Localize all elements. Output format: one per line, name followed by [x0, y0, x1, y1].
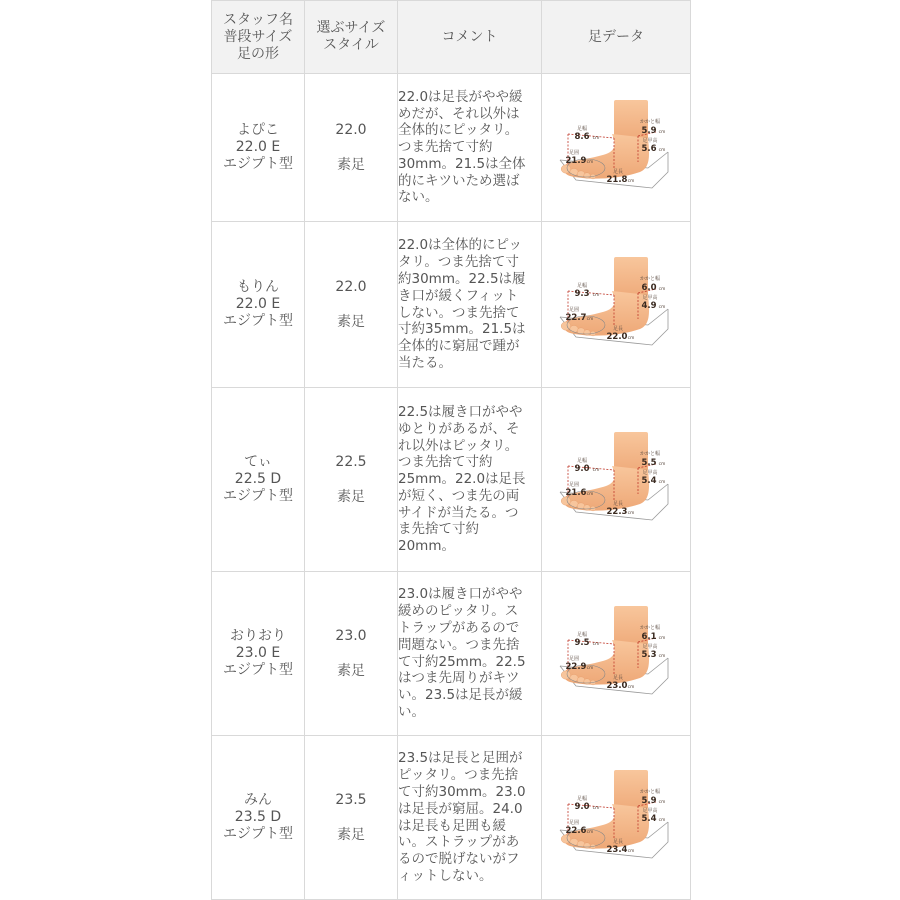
- header-size-line: スタイル: [323, 37, 379, 53]
- staff-usual: 22.0 E: [235, 139, 281, 155]
- comment-line: しない。つま先捨て: [398, 304, 520, 321]
- size-cell: [305, 736, 398, 900]
- foot-diagram: [556, 430, 676, 530]
- comment-line: 約30mm。22.5は履: [398, 270, 526, 287]
- girth-value: 22.7: [565, 312, 587, 323]
- comment-line: ピッタリ。つま先捨: [398, 767, 519, 784]
- header-size: [305, 1, 398, 74]
- unit-label: cm: [658, 286, 666, 292]
- comment-line: ない。: [398, 189, 439, 206]
- unit-label: cm: [592, 641, 600, 647]
- comment-line: 当たる。: [398, 354, 452, 371]
- comment-line: サイドが当たる。つ: [398, 504, 519, 521]
- header-staff-line: 普段サイズ: [223, 28, 293, 45]
- staff-usual: 23.0 E: [235, 645, 281, 661]
- heel-width-label: かかと幅: [639, 275, 661, 282]
- comment-line: つま先捨て寸約: [398, 139, 493, 156]
- foot-width-label: 足幅: [576, 631, 588, 638]
- comment-line: タリ。つま先捨て寸: [398, 254, 519, 271]
- comment-line: が短く、つま先の両: [398, 487, 520, 504]
- staff-cell: [212, 74, 305, 222]
- heel-width-label: かかと幅: [639, 118, 661, 125]
- comment-cell: [398, 388, 542, 572]
- unit-label: cm: [658, 147, 666, 153]
- size-cell: [305, 388, 398, 572]
- girth-label: 足囲: [568, 655, 580, 662]
- comment-line: れ以外はピッタリ。: [398, 437, 519, 454]
- unit-label: cm: [627, 848, 635, 854]
- unit-label: cm: [592, 467, 600, 473]
- foot-width-value: 9.0: [574, 801, 590, 812]
- comment-line: い。: [398, 703, 425, 720]
- heel-width-label: かかと幅: [639, 624, 661, 631]
- staff-shape: エジプト型: [223, 313, 293, 329]
- header-row: [212, 1, 691, 74]
- unit-label: cm: [658, 129, 666, 135]
- header-size-line: 選ぶサイズ: [316, 20, 386, 36]
- comment-line: い。23.5は足長が緩: [398, 687, 523, 704]
- staff-cell: [212, 222, 305, 388]
- staff-row: [212, 736, 691, 900]
- staff-cell: [212, 388, 305, 572]
- staff-usual: 22.5 D: [234, 471, 282, 487]
- comment-line: トラップがあるので: [398, 619, 520, 636]
- header-staff: [212, 1, 305, 74]
- staff-usual: 23.5 D: [234, 809, 282, 825]
- comment-line: ィットしない。: [398, 867, 493, 884]
- comment-line: 23.0は履き口がやや: [398, 586, 523, 603]
- girth-label: 足囲: [568, 306, 580, 313]
- foot-width-value: 9.3: [574, 288, 590, 299]
- girth-label: 足囲: [568, 819, 580, 826]
- comment-line: は足長が窮屈。24.0: [398, 800, 523, 817]
- unit-label: cm: [592, 805, 600, 811]
- heel-width-value: 6.0: [641, 282, 657, 293]
- foot-data-cell: [542, 222, 691, 388]
- comment-line: 問題ない。つま先捨: [398, 636, 520, 653]
- length-value: 21.8: [606, 174, 628, 185]
- comment-line: 寸約35mm。21.5は: [398, 321, 526, 338]
- comment-line: て寸約30mm。23.0: [398, 783, 526, 800]
- header-staff-line: スタッフ名: [223, 11, 293, 28]
- girth-label: 足囲: [568, 149, 580, 156]
- unit-label: cm: [658, 799, 666, 805]
- foot-width-value: 8.6: [574, 131, 590, 142]
- girth-value: 21.9: [565, 155, 587, 166]
- instep-label: 足甲高: [642, 294, 658, 301]
- staff-name: おりおり: [230, 628, 286, 644]
- comment-line: 全体的に窮屈で踵が: [398, 338, 520, 355]
- instep-value: 5.4: [641, 475, 657, 486]
- instep-label: 足甲高: [642, 643, 658, 650]
- staff-name: もりん: [237, 279, 279, 295]
- heel-width-value: 5.5: [641, 457, 657, 468]
- foot-width-label: 足幅: [576, 795, 588, 802]
- length-label: 足長: [612, 674, 624, 681]
- unit-label: cm: [658, 461, 666, 467]
- comment-line: 20mm。: [398, 538, 455, 555]
- staff-name: てぃ: [244, 454, 272, 470]
- heel-width-label: かかと幅: [639, 788, 661, 795]
- length-label: 足長: [612, 168, 624, 175]
- foot-width-value: 9.5: [574, 637, 590, 648]
- comment-line: て寸約25mm。22.5: [398, 653, 526, 670]
- unit-label: cm: [586, 491, 594, 497]
- staff-shape: エジプト型: [223, 826, 293, 842]
- comment-cell: [398, 222, 542, 388]
- comment-cell: [398, 74, 542, 222]
- comment-line: 30mm。21.5は全体: [398, 155, 526, 172]
- foot-data-cell: [542, 74, 691, 222]
- instep-label: 足甲高: [642, 137, 658, 144]
- girth-label: 足囲: [568, 481, 580, 488]
- foot-data-cell: [542, 388, 691, 572]
- style-label: 素足: [337, 156, 365, 173]
- comment-line: 22.0は足長がやや緩: [398, 88, 523, 105]
- comment-line: 22.0は全体的にピッ: [398, 237, 523, 254]
- heel-width-value: 5.9: [641, 125, 657, 136]
- length-value: 22.0: [606, 331, 628, 342]
- size-cell: [305, 572, 398, 736]
- heel-width-label: かかと幅: [639, 450, 661, 457]
- comment-line: 緩めのピッタリ。ス: [398, 603, 519, 620]
- staff-shape: エジプト型: [223, 156, 293, 172]
- unit-label: cm: [592, 135, 600, 141]
- comment-line: 25mm。22.0は足長: [398, 471, 526, 488]
- instep-value: 5.4: [641, 813, 657, 824]
- unit-label: cm: [592, 292, 600, 298]
- chosen-size: 23.0: [335, 627, 367, 644]
- size-table: [211, 0, 691, 900]
- staff-name: よぴこ: [237, 122, 279, 138]
- length-label: 足長: [612, 500, 624, 507]
- unit-label: cm: [627, 510, 635, 516]
- staff-row: [212, 388, 691, 572]
- staff-name: みん: [244, 792, 272, 808]
- unit-label: cm: [658, 635, 666, 641]
- heel-width-value: 6.1: [641, 631, 657, 642]
- comment-cell: [398, 572, 542, 736]
- chosen-size: 22.0: [335, 278, 367, 295]
- comment-line: るので脱げないがフ: [398, 851, 520, 868]
- style-label: 素足: [337, 662, 365, 679]
- foot-width-label: 足幅: [576, 125, 588, 132]
- staff-cell: [212, 736, 305, 900]
- size-cell: [305, 74, 398, 222]
- staff-row: [212, 222, 691, 388]
- length-value: 23.4: [606, 844, 628, 855]
- instep-label: 足甲高: [642, 807, 658, 814]
- comment-line: つま先捨て寸約: [398, 454, 493, 471]
- unit-label: cm: [658, 304, 666, 310]
- foot-diagram: [556, 604, 676, 704]
- comment-line: 全体的にピッタリ。: [398, 122, 519, 139]
- staff-shape: エジプト型: [223, 662, 293, 678]
- comment-line: き口が緩くフィット: [398, 287, 519, 304]
- instep-label: 足甲高: [642, 469, 658, 476]
- unit-label: cm: [586, 159, 594, 165]
- length-label: 足長: [612, 838, 624, 845]
- instep-value: 4.9: [641, 300, 657, 311]
- style-label: 素足: [337, 488, 365, 505]
- unit-label: cm: [627, 335, 635, 341]
- heel-width-value: 5.9: [641, 795, 657, 806]
- comment-line: ま先捨て寸約: [398, 521, 479, 538]
- unit-label: cm: [658, 653, 666, 659]
- comment-line: 的にキツいため選ば: [398, 172, 520, 189]
- comment-line: は足長も足囲も緩: [398, 817, 506, 834]
- comment-line: はつま先周りがキツ: [398, 670, 520, 687]
- girth-value: 21.6: [565, 487, 587, 498]
- unit-label: cm: [627, 178, 635, 184]
- girth-value: 22.6: [565, 825, 587, 836]
- instep-value: 5.3: [641, 649, 657, 660]
- comment-line: 23.5は足長と足囲が: [398, 750, 523, 767]
- unit-label: cm: [627, 684, 635, 690]
- unit-label: cm: [658, 479, 666, 485]
- foot-data-cell: [542, 736, 691, 900]
- unit-label: cm: [586, 665, 594, 671]
- size-cell: [305, 222, 398, 388]
- style-label: 素足: [337, 826, 365, 843]
- chosen-size: 23.5: [335, 791, 367, 808]
- foot-width-label: 足幅: [576, 457, 588, 464]
- instep-value: 5.6: [641, 143, 657, 154]
- foot-data-cell: [542, 572, 691, 736]
- foot-diagram: [556, 768, 676, 868]
- style-label: 素足: [337, 313, 365, 330]
- unit-label: cm: [658, 817, 666, 823]
- comment-line: い。ストラップがあ: [398, 834, 520, 851]
- foot-diagram: [556, 255, 676, 355]
- header-staff-line: 足の形: [237, 45, 279, 62]
- foot-width-label: 足幅: [576, 282, 588, 289]
- chosen-size: 22.5: [335, 453, 367, 470]
- length-label: 足長: [612, 325, 624, 332]
- foot-diagram: [556, 98, 676, 198]
- unit-label: cm: [586, 316, 594, 322]
- comment-line: 22.5は履き口がやや: [398, 403, 523, 420]
- staff-usual: 22.0 E: [235, 296, 281, 312]
- comment-line: ゆとりがあるが、そ: [398, 420, 520, 437]
- length-value: 22.3: [606, 506, 628, 517]
- length-value: 23.0: [606, 680, 628, 691]
- foot-width-value: 9.0: [574, 463, 590, 474]
- chosen-size: 22.0: [335, 121, 367, 138]
- staff-row: [212, 572, 691, 736]
- header-foot: 足データ: [542, 1, 691, 74]
- staff-shape: エジプト型: [223, 488, 293, 504]
- unit-label: cm: [586, 829, 594, 835]
- staff-cell: [212, 572, 305, 736]
- comment-cell: [398, 736, 542, 900]
- comment-line: めだが、それ以外は: [398, 105, 520, 122]
- header-comment: コメント: [398, 1, 542, 74]
- girth-value: 22.9: [565, 661, 587, 672]
- staff-row: [212, 74, 691, 222]
